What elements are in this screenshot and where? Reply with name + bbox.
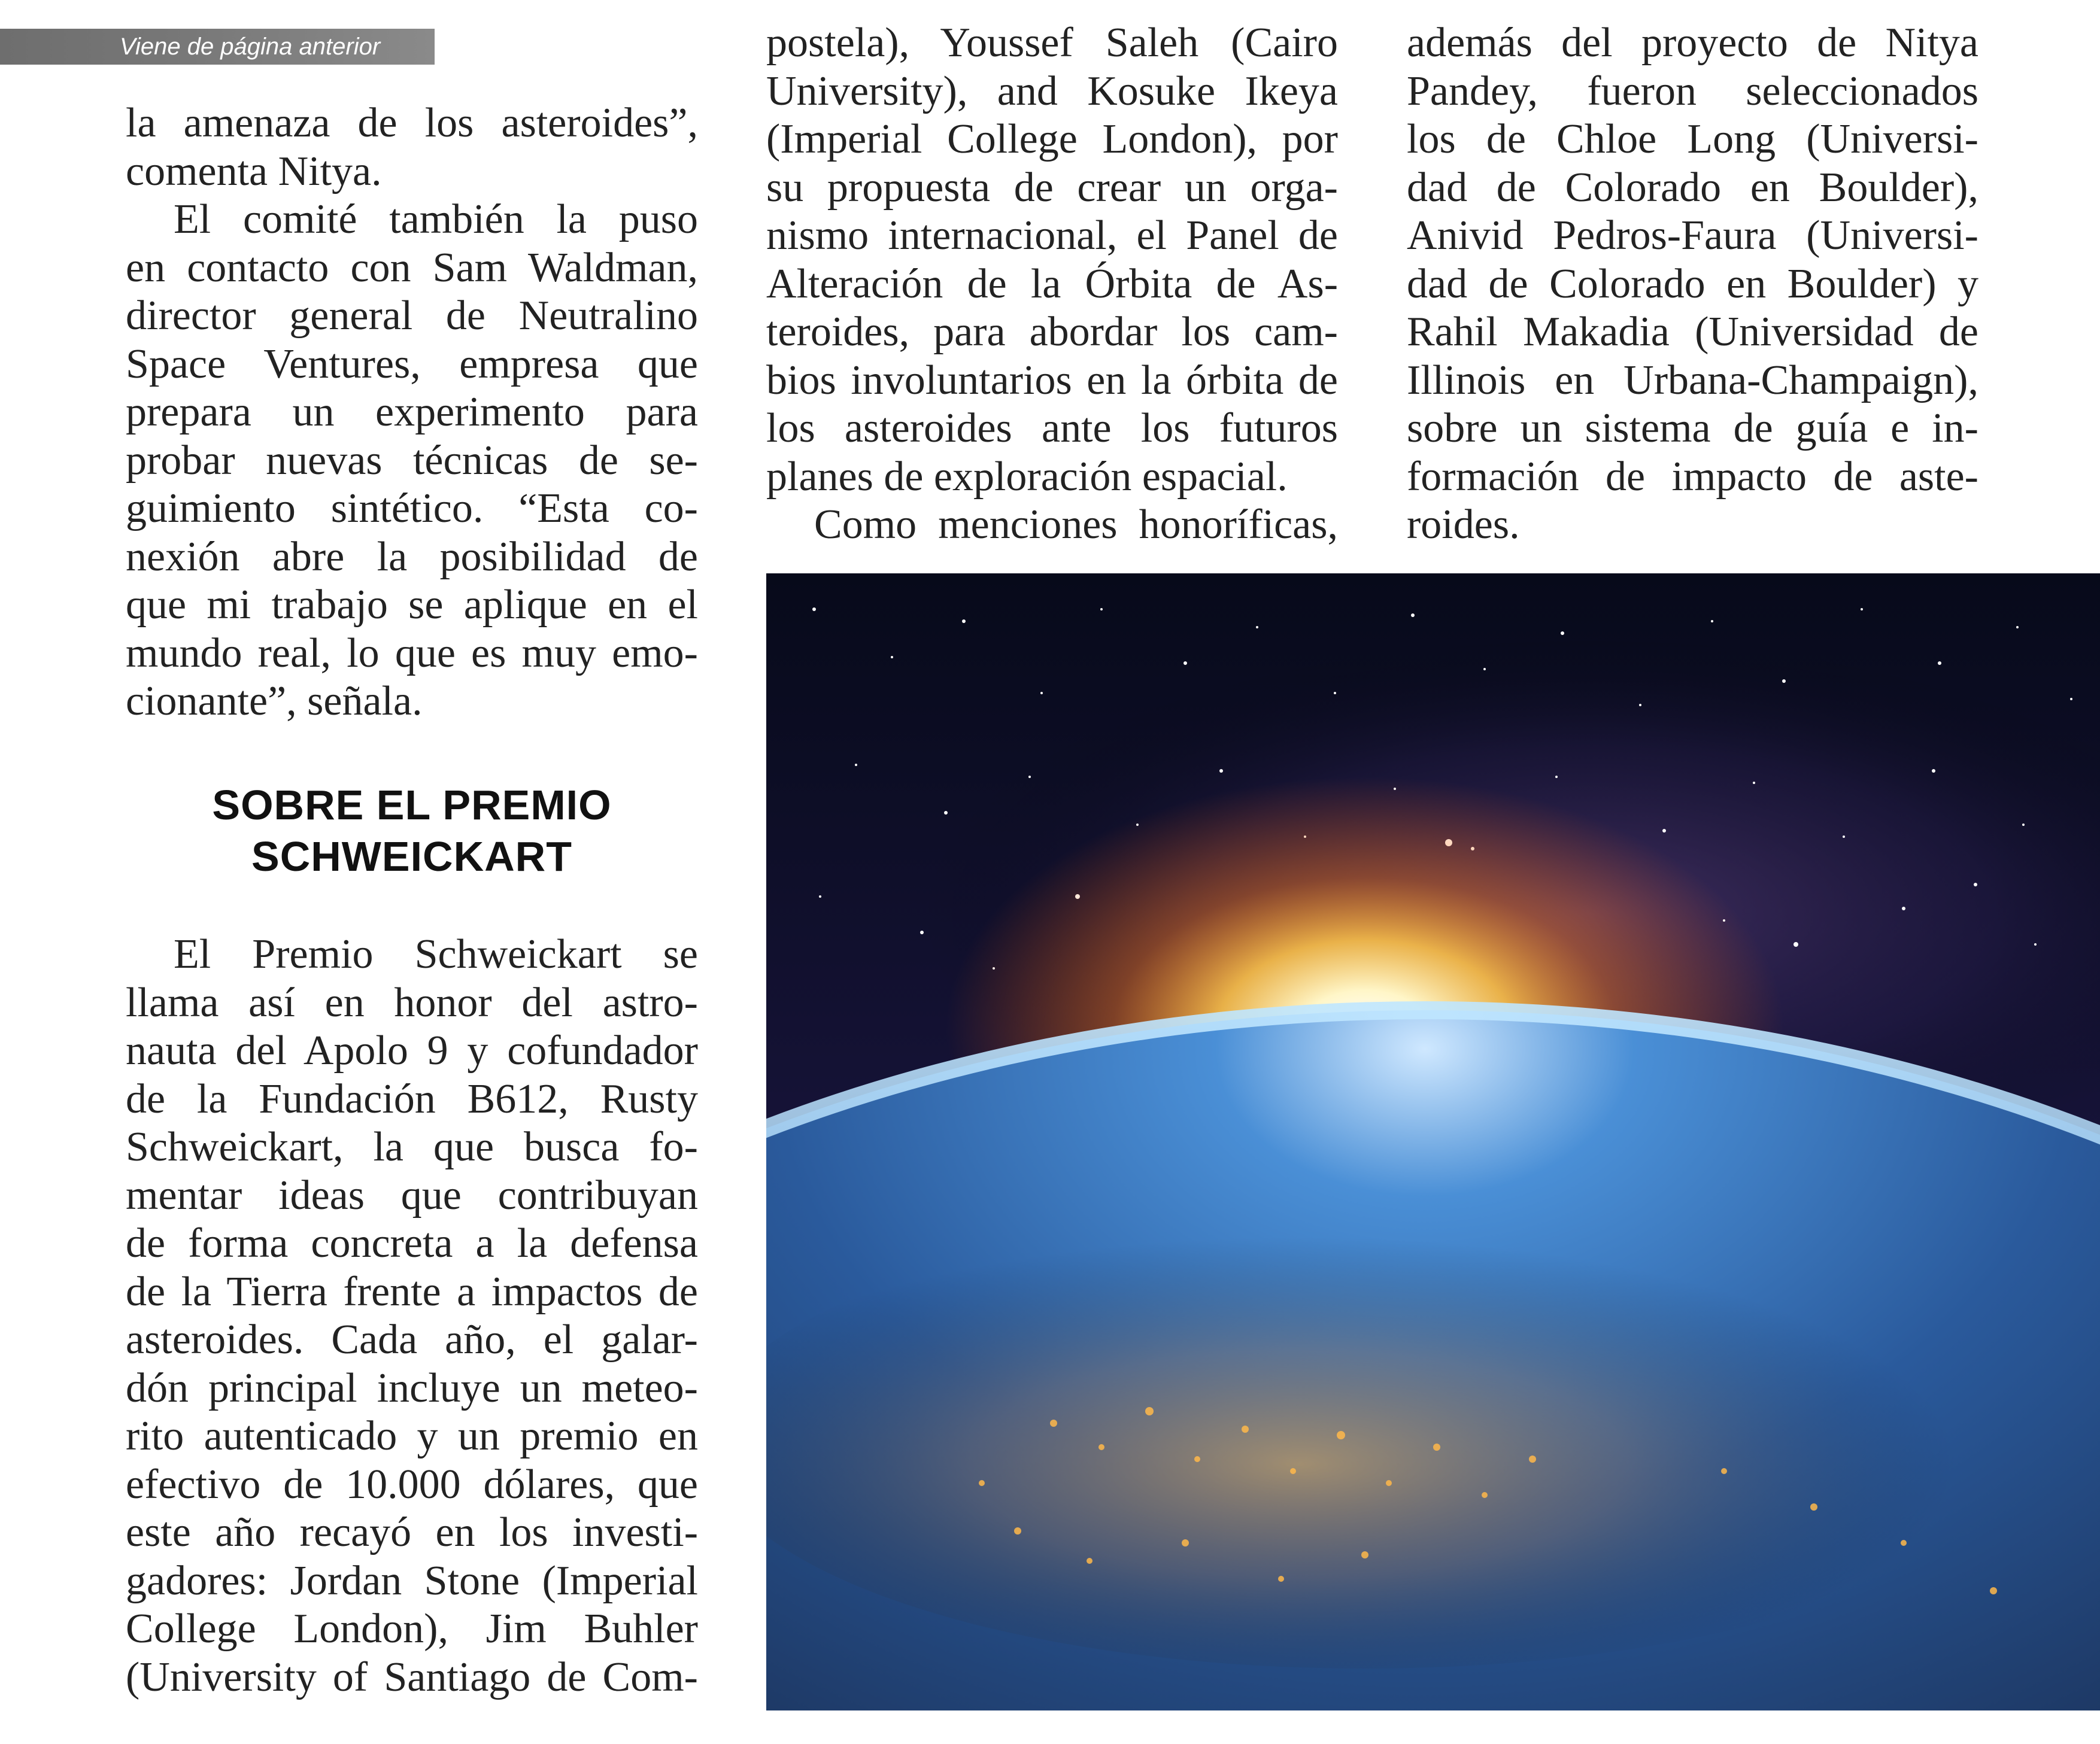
text-line: llama así en honor del astro-: [126, 979, 698, 1026]
text-line: de la Tierra frente a impactos de: [126, 1268, 698, 1315]
text-line: College London), Jim Buhler: [126, 1606, 698, 1652]
text-line: dad de Colorado en Boulder),: [1407, 164, 1978, 211]
text-line: gadores: Jordan Stone (Imperial: [126, 1557, 698, 1604]
text-line: director general de Neutralino: [126, 293, 698, 339]
text-line: El Premio Schweickart se: [174, 931, 698, 977]
paragraph-winners: [766, 19, 1338, 501]
article-column-1-top: [126, 99, 698, 726]
text-line: cionante”, señala.: [126, 678, 423, 724]
text-line: Illinois en Urbana-Champaign),: [1407, 357, 1978, 403]
section-heading-line: SOBRE EL PREMIO: [212, 782, 612, 828]
text-line: asteroides. Cada año, el galar-: [126, 1317, 698, 1363]
text-line: Schweickart, la que busca fo-: [126, 1124, 698, 1170]
text-line: nexión abre la posibilidad de: [126, 533, 698, 580]
text-line: El comité también la puso: [174, 196, 698, 242]
text-line: Pandey, fueron seleccionados: [1407, 68, 1978, 114]
text-line: (Imperial College London), por: [766, 116, 1338, 162]
text-line: postela), Youssef Saleh (Cairo: [766, 20, 1338, 66]
text-line: sobre un sistema de guía e in-: [1407, 405, 1978, 451]
continued-from-previous-page-tag: Viene de página anterior: [0, 29, 435, 65]
text-line: Alteración de la Órbita de As-: [766, 260, 1338, 307]
text-line: nauta del Apolo 9 y cofundador: [126, 1028, 698, 1074]
text-line: dón principal incluye un meteo-: [126, 1365, 698, 1411]
text-line: efectivo de 10.000 dólares, que: [126, 1461, 698, 1508]
text-line: Space Ventures, empresa que: [126, 341, 698, 387]
paragraph-waldman: [126, 196, 698, 726]
paragraph-honorable-mentions: [766, 501, 1338, 549]
text-line: su propuesta de crear un orga-: [766, 164, 1338, 211]
paragraph-honorable-mentions-continued: [1407, 19, 1978, 549]
text-line: los asteroides ante los futuros: [766, 405, 1338, 451]
text-line: Anivid Pedros-Faura (Universi-: [1407, 212, 1978, 259]
text-line: University), and Kosuke Ikeya: [766, 68, 1338, 114]
text-line: en contacto con Sam Waldman,: [126, 244, 698, 291]
earth-sunrise-photo: [766, 573, 2100, 1710]
text-line: nismo internacional, el Panel de: [766, 212, 1338, 259]
text-line: de la Fundación B612, Rusty: [126, 1075, 698, 1122]
article-column-1-bottom: [126, 931, 698, 1702]
text-line: además del proyecto de Nitya: [1407, 20, 1978, 66]
article-column-2: [766, 19, 1338, 549]
text-line: mundo real, lo que es muy emo-: [126, 630, 698, 676]
earth-sunrise-illustration: [766, 573, 2100, 1710]
text-line: probar nuevas técnicas de se-: [126, 437, 698, 484]
paragraph-continuation: [126, 99, 698, 196]
text-line: rito autenticado y un premio en: [126, 1413, 698, 1459]
text-line: que mi trabajo se aplique en el: [126, 582, 698, 628]
text-line: comenta Nitya.: [126, 148, 382, 195]
article-column-3: [1407, 19, 1978, 549]
text-line: mentar ideas que contribuyan: [126, 1172, 698, 1219]
text-line: prepara un experimento para: [126, 389, 698, 435]
text-line: roides.: [1407, 502, 1520, 548]
text-line: teroides, para abordar los cam-: [766, 309, 1338, 355]
paragraph-premio: [126, 931, 698, 1702]
text-line: de forma concreta a la defensa: [126, 1220, 698, 1266]
section-heading-line: SCHWEICKART: [251, 833, 572, 880]
text-line: (University of Santiago de Com-: [126, 1654, 698, 1700]
text-line: Rahil Makadia (Universidad de: [1407, 309, 1978, 355]
text-line: bios involuntarios en la órbita de: [766, 357, 1338, 403]
section-heading: [126, 779, 698, 882]
text-line: este año recayó en los investi-: [126, 1509, 698, 1555]
text-line: los de Chloe Long (Universi-: [1407, 116, 1978, 162]
text-line: Como menciones honoríficas,: [814, 502, 1338, 548]
text-line: formación de impacto de aste-: [1407, 453, 1978, 500]
text-line: planes de exploración espacial.: [766, 453, 1288, 500]
text-line: dad de Colorado en Boulder) y: [1407, 260, 1978, 307]
text-line: la amenaza de los asteroides”,: [126, 100, 698, 146]
text-line: guimiento sintético. “Esta co-: [126, 485, 698, 531]
